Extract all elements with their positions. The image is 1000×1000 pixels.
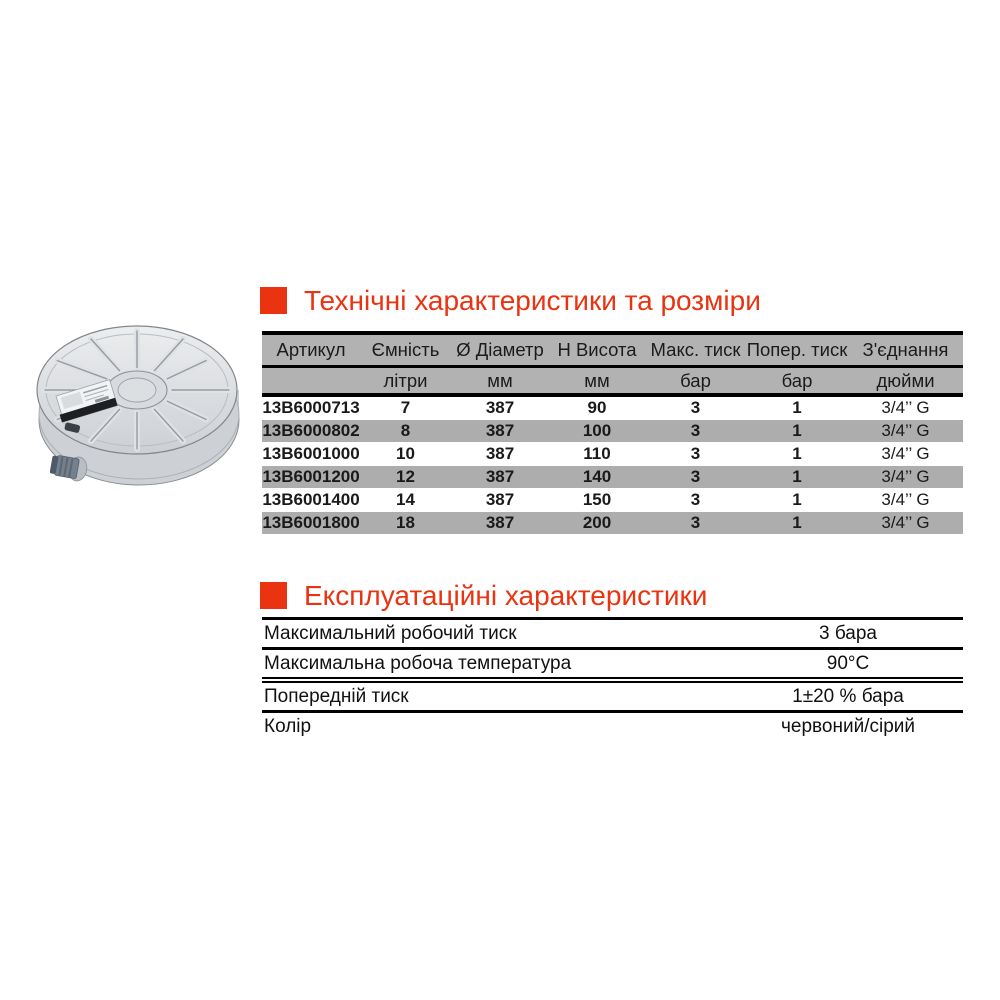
spec-cell: 3/4’’ G	[881, 490, 930, 509]
spec-cell: 13B6001000	[262, 444, 360, 463]
spec-header-cell: Ємність	[371, 339, 440, 360]
spec-header-row	[262, 335, 963, 368]
spec-cell: 3	[690, 490, 701, 509]
spec-cell: 13B6000713	[262, 398, 360, 417]
expansion-tank-drawing	[22, 298, 252, 498]
operational-row	[262, 710, 963, 740]
spec-cell: 1	[792, 444, 802, 463]
spec-header-cell: Ø Діаметр	[456, 339, 544, 360]
red-square-bullet-icon	[260, 287, 287, 314]
spec-cell: 387	[485, 444, 515, 463]
spec-cell: 3/4’’ G	[881, 398, 930, 417]
operational-value: 90°C	[826, 652, 870, 674]
spec-table-row	[262, 512, 963, 534]
spec-table-row	[262, 443, 963, 465]
operational-row	[262, 677, 963, 710]
spec-cell: 1	[792, 513, 802, 532]
operational-label: Попередній тиск	[264, 685, 409, 707]
red-square-bullet-icon	[260, 582, 287, 609]
operational-value: 1±20 % бара	[792, 685, 904, 707]
operational-section-title: Експлуатаційні характеристики	[304, 580, 708, 611]
operational-row	[262, 647, 963, 677]
spec-cell: 3/4’’ G	[881, 467, 930, 486]
spec-cell: 1	[792, 398, 802, 417]
spec-cell: 100	[582, 421, 612, 440]
spec-cell: 387	[485, 513, 515, 532]
spec-cell: 150	[582, 490, 612, 509]
expansion-tank-image	[22, 298, 252, 498]
spec-cell: 3	[690, 444, 701, 463]
spec-table-row	[262, 420, 963, 442]
spec-header-cell: З'єднання	[862, 339, 949, 360]
spec-cell: 387	[485, 398, 515, 417]
spec-unit-cell: бар	[781, 369, 813, 391]
operational-value: червоний/сірий	[781, 715, 915, 737]
spec-cell: 140	[582, 467, 612, 486]
spec-cell: 387	[485, 421, 515, 440]
spec-cell: 1	[792, 490, 802, 509]
operational-label: Колір	[264, 715, 312, 737]
spec-units-row	[262, 368, 963, 397]
operational-label: Максимальний робочий тиск	[264, 622, 517, 644]
spec-table-row	[262, 489, 963, 511]
spec-cell: 10	[396, 444, 415, 463]
spec-cell: 14	[396, 490, 415, 509]
spec-cell: 13B6000802	[262, 421, 360, 440]
spec-cell: 13B6001200	[262, 467, 360, 486]
spec-table-body	[262, 397, 963, 534]
spec-cell: 3	[690, 398, 701, 417]
spec-unit-cell: мм	[487, 369, 513, 391]
operational-label: Максимальна робоча температура	[264, 652, 572, 674]
specs-section-heading	[260, 286, 761, 315]
spec-table	[262, 331, 963, 535]
spec-cell: 3	[690, 513, 701, 532]
spec-cell: 12	[396, 467, 415, 486]
spec-cell: 200	[582, 513, 612, 532]
spec-cell: 8	[400, 421, 411, 440]
operational-value: 3 бара	[819, 622, 877, 644]
spec-cell: 13B6001400	[262, 490, 360, 509]
spec-unit-cell: бар	[680, 369, 711, 391]
spec-cell: 90	[587, 398, 607, 417]
spec-table-row	[262, 466, 963, 488]
spec-cell: 110	[583, 444, 611, 463]
spec-cell: 18	[396, 513, 415, 532]
specs-section-title: Технічні характеристики та розміри	[304, 285, 761, 316]
spec-cell: 7	[400, 398, 411, 417]
spec-cell: 13B6001800	[262, 513, 360, 532]
spec-cell: 387	[485, 467, 515, 486]
spec-header-cell: Макс. тиск	[650, 339, 741, 360]
operational-row	[262, 617, 963, 647]
spec-cell: 1	[792, 467, 802, 486]
spec-cell: 3	[690, 421, 701, 440]
spec-table-row	[262, 397, 963, 419]
operational-section-heading	[260, 581, 707, 610]
operational-table	[262, 617, 963, 740]
spec-header-cell: Артикул	[276, 339, 346, 360]
spec-cell: 3/4’’ G	[881, 421, 930, 440]
spec-cell: 387	[485, 490, 515, 509]
spec-cell: 1	[792, 421, 802, 440]
spec-unit-cell: дюйми	[876, 369, 935, 391]
spec-cell: 3	[690, 467, 701, 486]
spec-unit-cell: літри	[383, 369, 428, 391]
spec-cell: 3/4’’ G	[881, 513, 930, 532]
spec-header-cell: Попер. тиск	[746, 339, 848, 360]
spec-cell: 3/4’’ G	[881, 444, 930, 463]
spec-unit-cell: мм	[584, 369, 610, 391]
spec-header-cell: Н Висота	[557, 339, 637, 360]
